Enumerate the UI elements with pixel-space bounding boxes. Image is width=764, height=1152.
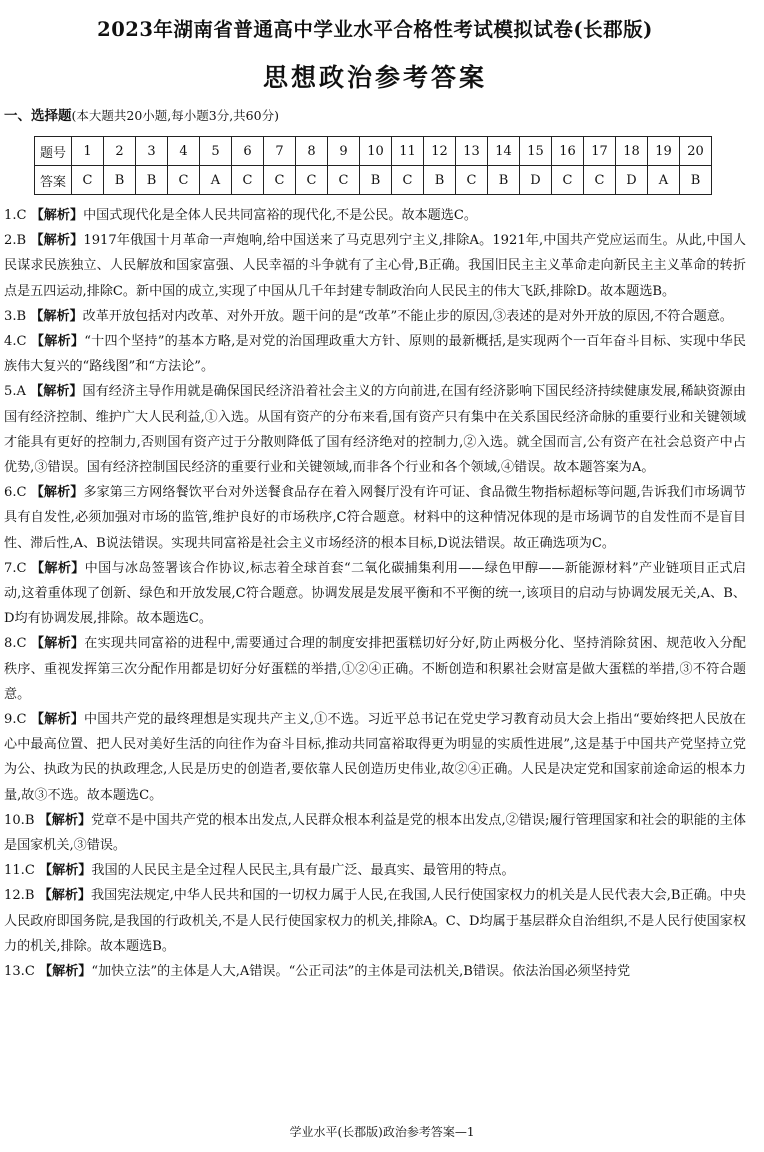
explanation-item (4, 858, 746, 883)
explanation-item (4, 959, 746, 984)
answer-cell: B (136, 166, 168, 195)
item-text: 1917年俄国十月革命一声炮响,给中国送来了马克思列宁主义,排除A。1921年,中国共产党应运而生。从此,中国人民谋求民族独立、人民解放和国家富强、人民幸福的斗争就有了主心骨,B正确。我国旧民主主义革命走向新民主主义革命的转折点是五四运动,排除C。新中国的成立,实现了中国从几千年封建专制政治向人民民主的伟大飞跃,排除D。故本题选B。 (4, 233, 747, 299)
question-number: 4 (168, 137, 200, 166)
item-number: 8.C (4, 636, 27, 652)
answer-cell: C (328, 166, 360, 195)
analysis-tag: 【解析】 (30, 636, 85, 652)
question-number: 16 (552, 137, 584, 166)
explanation-item (4, 808, 746, 858)
row-header-answer: 答案 (35, 166, 72, 195)
item-text: 中国共产党的最终理想是实现共产主义,①不选。习近平总书记在党史学习教育动员大会上指出“要始终把人民放在心中最高位置、把人民对美好生活的向往作为奋斗目标,推动共同富裕取得更为明显的实质性进展”,这是基于中国共产党坚持立党为公、执政为民的执政理念,人民是历史的创造者,要依靠人民创造历史伟业,故②④正确。人民是决定党和国家前途命运的根本力量,故③不选。故本题选C。 (4, 712, 746, 803)
answer-cell: A (648, 166, 680, 195)
item-number: 9.C (4, 712, 27, 728)
question-number: 20 (680, 137, 712, 166)
question-number: 9 (328, 137, 360, 166)
section-heading (4, 107, 746, 125)
row-header-number: 题号 (35, 137, 72, 166)
question-number: 18 (616, 137, 648, 166)
question-number: 5 (200, 137, 232, 166)
explanation-item (4, 329, 746, 379)
question-number: 17 (584, 137, 616, 166)
explanation-item (4, 556, 746, 632)
analysis-tag: 【解析】 (30, 712, 85, 728)
answer-cell: C (72, 166, 104, 195)
item-number: 1.C (4, 208, 27, 223)
analysis-tag: 【解析】 (38, 812, 92, 828)
answer-cell: C (168, 166, 200, 195)
question-number: 2 (104, 137, 136, 166)
question-number: 14 (488, 137, 520, 166)
answer-cell: C (584, 166, 616, 195)
item-text: “加快立法”的主体是人大,A错误。“公正司法”的主体是司法机关,B错误。依法治国必须坚持党 (91, 964, 631, 980)
answer-cell: B (680, 166, 712, 195)
explanation-item (4, 228, 746, 304)
item-text: 国有经济主导作用就是确保国民经济沿着社会主义的方向前进,在国有经济影响下国民经济持续健康发展,稀缺资源由国有经济控制、维护广大人民利益,①入选。从国有资产的分布来看,国有资产只有集中在关系国民经济命脉的重要行业和关键领域才能具有更好的控制力,否则国有资产过于分散则降低了国有经济绝对的控制力,②入选。就全国而言,公有资产在社会总资产中占优势,③错误。国有经济控制国民经济的重要行业和关键领域,而非各个行业和各个领域,④错误。故本题答案为A。 (4, 384, 746, 476)
question-number: 6 (232, 137, 264, 166)
item-text: 中国式现代化是全体人民共同富裕的现代化,不是公民。故本题选C。 (83, 208, 477, 223)
answer-cell: B (424, 166, 456, 195)
item-text: 改革开放包括对内改革、对外开放。题干问的是“改革”不能止步的原因,③表述的是对外开放的原因,不符合题意。 (82, 308, 733, 324)
question-number: 7 (264, 137, 296, 166)
question-number: 15 (520, 137, 552, 166)
question-number: 19 (648, 137, 680, 166)
analysis-tag: 【解析】 (30, 208, 84, 223)
item-number: 7.C (4, 560, 27, 576)
item-number: 2.B (4, 233, 27, 249)
document-title: 2023年湖南省普通高中学业水平合格性考试模拟试卷(长郡版) (97, 18, 653, 41)
answer-cell: D (616, 166, 648, 195)
item-number: 10.B (4, 812, 35, 828)
analysis-tag: 【解析】 (30, 384, 83, 400)
question-number: 3 (136, 137, 168, 166)
item-number: 3.B (4, 308, 27, 324)
item-text: “十四个坚持”的基本方略,是对党的治国理政重大方针、原则的最新概括,是实现两个一百年奋斗目标、实现中华民族伟大复兴的“路线图”和“方法论”。 (4, 334, 746, 375)
answer-cell: C (552, 166, 584, 195)
answer-row (35, 166, 712, 195)
page-footer: 学业水平(长郡版)政治参考答案—1 (289, 1125, 475, 1139)
question-number: 8 (296, 137, 328, 166)
answer-cell: B (104, 166, 136, 195)
explanation-item (4, 480, 746, 556)
question-number: 10 (360, 137, 392, 166)
item-number: 6.C (4, 485, 27, 501)
analysis-tag: 【解析】 (31, 560, 85, 576)
answer-cell: B (360, 166, 392, 195)
item-number: 11.C (4, 863, 35, 879)
question-number: 1 (72, 137, 104, 166)
analysis-tag: 【解析】 (30, 485, 84, 501)
analysis-tag: 【解析】 (38, 888, 92, 904)
question-number-row (35, 137, 712, 166)
explanation-item (4, 707, 746, 808)
answer-cell: C (296, 166, 328, 195)
analysis-tag: 【解析】 (39, 863, 92, 879)
answer-cell: C (456, 166, 488, 195)
analysis-tag: 【解析】 (30, 334, 85, 350)
item-number: 5.A (4, 384, 26, 400)
answer-cell: D (520, 166, 552, 195)
document-subtitle: 思想政治参考答案 (262, 63, 487, 92)
answer-cell: A (200, 166, 232, 195)
item-text: 党章不是中国共产党的根本出发点,人民群众根本利益是党的根本出发点,②错误;履行管理国家和社会的职能的主体是国家机关,③错误。 (4, 812, 747, 854)
question-number: 12 (424, 137, 456, 166)
explanation-item (4, 203, 746, 228)
item-text: 我国的人民民主是全过程人民民主,具有最广泛、最真实、最管用的特点。 (91, 863, 515, 879)
explanation-item (4, 883, 746, 959)
item-number: 12.B (4, 888, 35, 904)
explanation-item (4, 631, 746, 707)
answer-table (34, 136, 712, 195)
question-number: 11 (392, 137, 424, 166)
section-label: 一、选择题 (4, 108, 72, 124)
item-text: 在实现共同富裕的进程中,需要通过合理的制度安排把蛋糕切好分好,防止两极分化、坚持消除贫困、规范收入分配秩序、重视发挥第三次分配作用都是切好分好蛋糕的举措,①②④正确。不断创造和积累社会财富是做大蛋糕的举措,③不符合题意。 (4, 636, 746, 702)
analysis-tag: 【解析】 (30, 308, 83, 324)
explanation-item (4, 379, 746, 480)
question-number: 13 (456, 137, 488, 166)
answer-cell: C (264, 166, 296, 195)
item-text: 中国与冰岛签署该合作协议,标志着全球首套“二氧化碳捕集利用——绿色甲醇——新能源材料”产业链项目正式启动,这着重体现了创新、绿色和开放发展,C符合题意。协调发展是发展平衡和不平衡的统一,该项目的启动与协调发展无关,A、B、D均有协调发展,排除。故本题选C。 (4, 560, 746, 627)
section-note: (本大题共20小题,每小题3分,共60分) (71, 108, 279, 123)
item-text: 我国宪法规定,中华人民共和国的一切权力属于人民,在我国,人民行使国家权力的机关是人民代表大会,B正确。中央人民政府即国务院,是我国的行政机关,不是人民行使国家权力的机关,排除A。C、D均属于基层群众自治组织,不是人民行使国家权力的机关,排除。故本题选B。 (4, 888, 746, 954)
item-number: 13.C (4, 964, 35, 980)
explanations-list (4, 203, 746, 984)
item-text: 多家第三方网络餐饮平台对外送餐食品存在着入网餐厅没有许可证、食品微生物指标超标等问题,告诉我们市场调节具有自发性,必须加强对市场的监管,维护良好的市场秩序,C符合题意。材料中的这种情况体现的是市场调节的自发性而不是盲目性、滞后性,A、B说法错误。实现共同富裕是社会主义市场经济的根本目标,D说法错误。故正确选项为C。 (4, 485, 746, 551)
analysis-tag: 【解析】 (30, 233, 84, 249)
answer-cell: C (232, 166, 264, 195)
answer-cell: B (488, 166, 520, 195)
item-number: 4.C (4, 334, 27, 350)
answer-cell: C (392, 166, 424, 195)
explanation-item (4, 304, 746, 329)
analysis-tag: 【解析】 (39, 964, 92, 980)
